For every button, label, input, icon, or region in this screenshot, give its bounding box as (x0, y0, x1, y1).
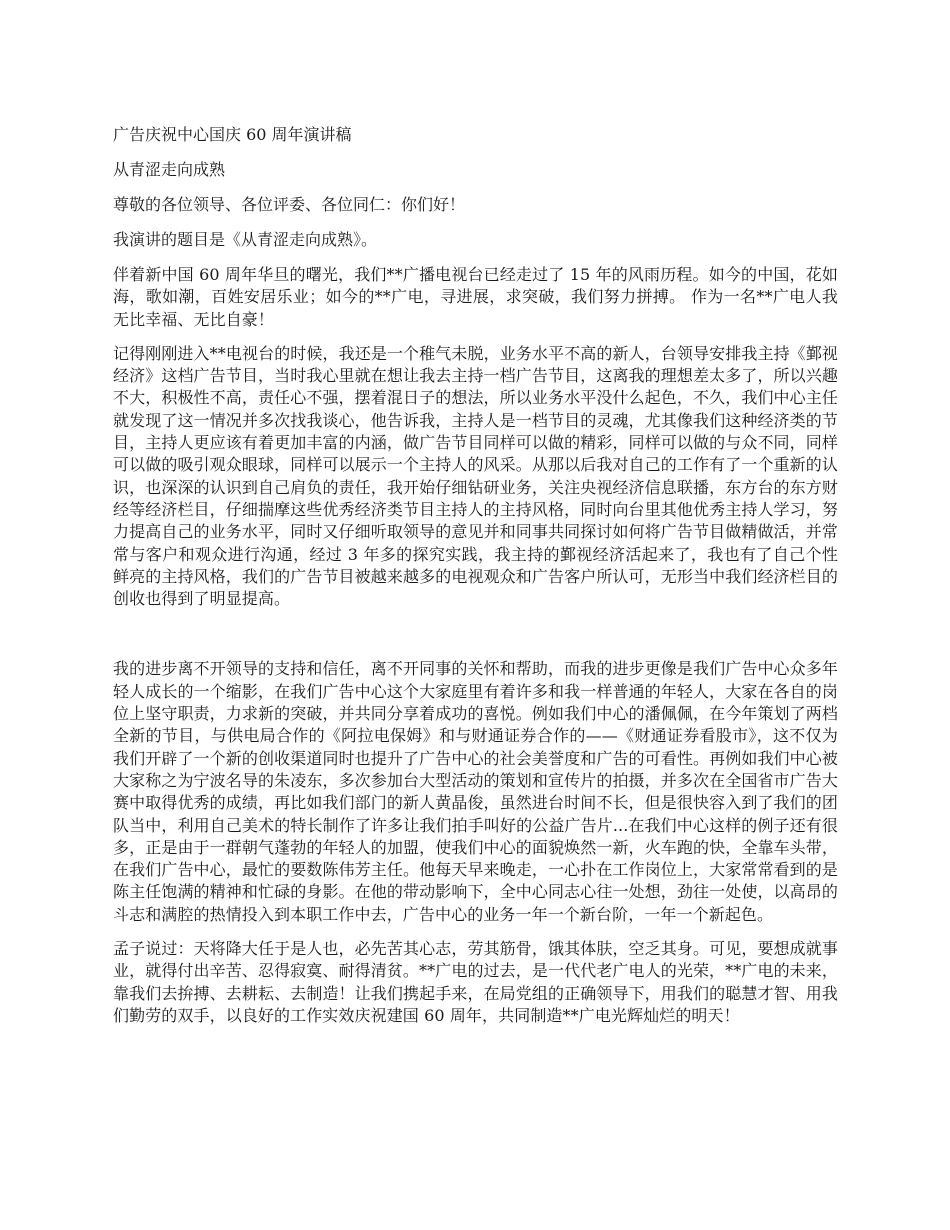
document-title: 广告庆祝中心国庆 60 周年演讲稿 (113, 125, 352, 144)
paragraph-experience: 记得刚刚进入**电视台的时候，我还是一个稚气未脱，业务水平不高的新人，台领导安排我主持《鄞视经济》这档广告节目，当时我心里就在想让我去主持一档广告节目，这离我的理想差太多了，所以兴趣不大，积极性不高，责任心不强，摆着混日子的想法，所以业务水平没什么起色，不久，我们中心主任就发现了这一情况并多次找我谈心，他告诉我，主持人是一档节目的灵魂，尤其像我们这种经济类的节目，主持人更应该有着更加丰富的内涵，做广告节目同样可以做的精彩，同样可以做的与众不同，同样可以做的吸引观众眼球，同样可以展示一个主持人的风采。从那以后我对自己的工作有了一个重新的认识，也深深的认识到自己肩负的责任，我开始仔细钻研业务，关注央视经济信息联播，东方台的东方财经等经济栏目，仔细揣摩这些优秀经济类节目主持人的主持风格，同时向台里其他优秀主持人学习，努力提高自己的业务水平，同时又仔细听取领导的意见并和同事共同探讨如何将广告节目做精做活，并常常与客户和观众进行沟通，经过 3 年多的探究实践，我主持的鄞视经济活起来了，我也有了自己个性鲜亮的主持风格，我们的广告节目被越来越多的电视观众和广告客户所认可，无形当中我们经济栏目的创收也得到了明显提高。 (113, 343, 838, 609)
document-subtitle: 从青涩走向成熟 (113, 160, 226, 179)
document-body (113, 124, 838, 1039)
greeting-line: 尊敬的各位领导、各位评委、各位同仁：你们好！ (113, 195, 466, 214)
paragraph-spacer (113, 622, 838, 658)
paragraph-closing: 孟子说过：天将降大任于是人也，必先苦其心志，劳其筋骨，饿其体肤，空乏其身。可见，要想成就事业，就得付出辛苦、忍得寂寞、耐得清贫。**广电的过去，是一代代老广电人的光荣，**广电的未来，靠我们去拚搏、去耕耘、去制造！让我们携起手来，在局党组的正确领导下，用我们的聪慧才智、用我们勤劳的双手，以良好的工作实效庆祝建国 60 周年，共同制造**广电光辉灿烂的明天！ (113, 939, 838, 1025)
paragraph-opening: 伴着新中国 60 周年华旦的曙光，我们**广播电视台已经走过了 15 年的风雨历程。如今的中国，花如海，歌如潮，百姓安居乐业；如今的**广电，寻进展，求突破，我们努力拼搏。 作为一名**广电人我无比幸福、无比自豪！ (113, 265, 838, 329)
topic-line: 我演讲的题目是《从青涩走向成熟》。 (113, 230, 378, 249)
paragraph-colleagues: 我的进步离不开领导的支持和信任，离不开同事的关怀和帮助，而我的进步更像是我们广告中心众多年轻人成长的一个缩影，在我们广告中心这个大家庭里有着许多和我一样普通的年轻人，大家在各自的岗位上坚守职责，力求新的突破，并共同分享着成功的喜悦。例如我们中心的潘佩佩，在今年策划了两档全新的节目，与供电局合作的《阿拉电保姆》和与财通证券合作的——《财通证券看股市》，这不仅为我们开辟了一个新的创收渠道同时也提升了广告中心的社会美誉度和广告的可看性。再例如我们中心被大家称之为宁波名导的朱凌东，多次参加台大型活动的策划和宣传片的拍摄，并多次在全国省市广告大赛中取得优秀的成绩，再比如我们部门的新人黄晶俊，虽然进台时间不长，但是很快容入到了我们的团队当中，利用自己美术的特长制作了许多让我们拍手叫好的公益广告片...在我们中心这样的例子还有很多，正是由于一群朝气蓬勃的年轻人的加盟，使我们中心的面貌焕然一新，火车跑的快，全靠车头带，在我们广告中心，最忙的要数陈伟芳主任。他每天早来晚走，一心扑在工作岗位上，大家常常看到的是陈主任饱满的精神和忙碌的身影。在他的带动影响下，全中心同志心往一处想，劲往一处使，以高昂的斗志和满腔的热情投入到本职工作中去，广告中心的业务一年一个新台阶，一年一个新起色。 (113, 659, 838, 924)
